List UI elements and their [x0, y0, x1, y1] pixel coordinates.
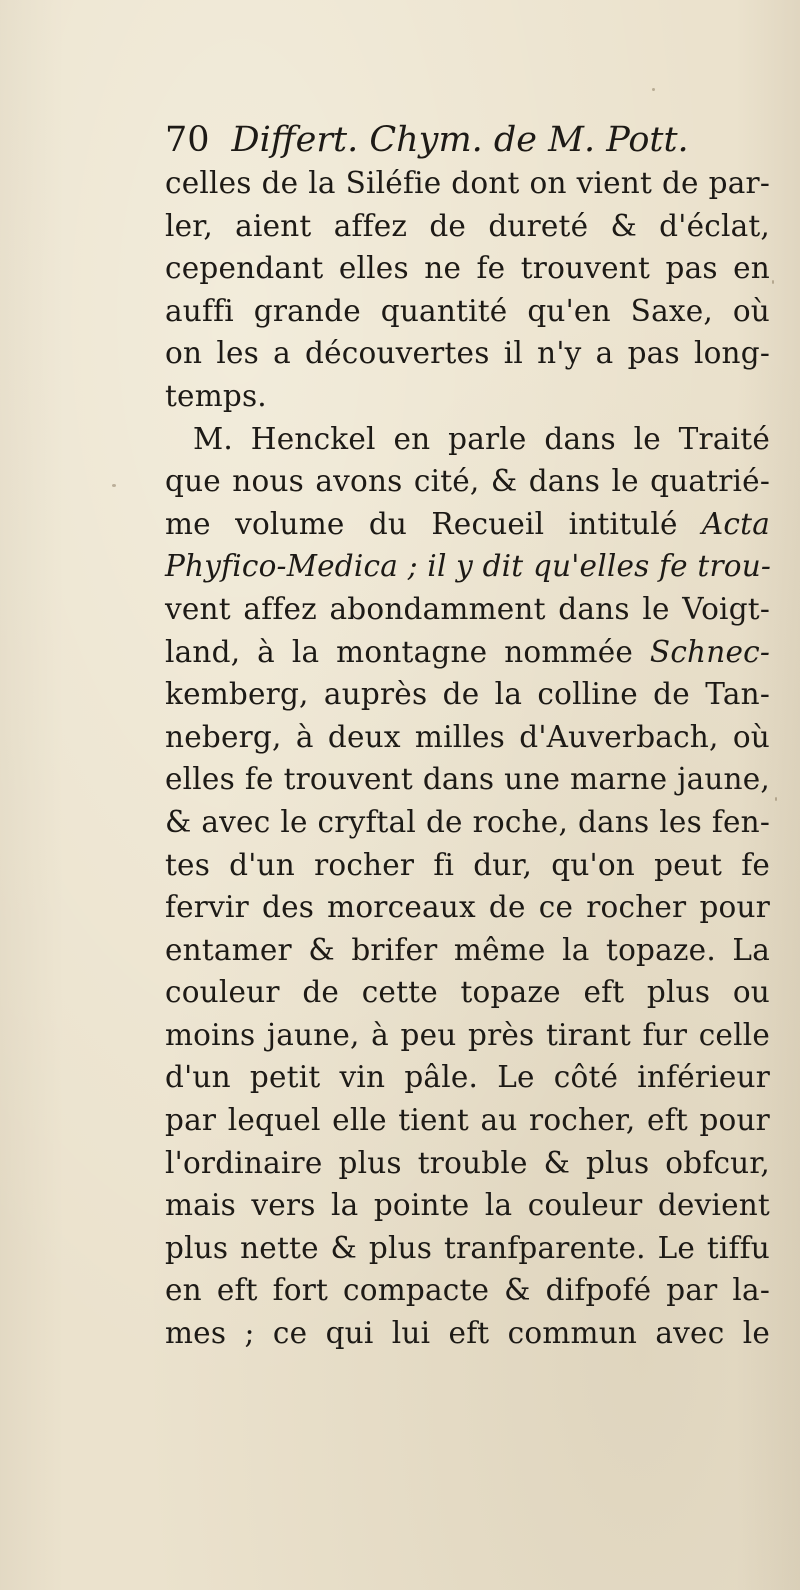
- text-line: temps.: [165, 378, 267, 413]
- italic-placename-schnec: Schnec-: [649, 634, 770, 669]
- text-segment: land, à la montagne nommée: [165, 634, 634, 669]
- text-line: l'ordinaire plus trouble & plus obfcur,: [165, 1145, 770, 1180]
- text-line: [165, 631, 770, 674]
- text-line: vent affez abondamment dans le Voigt-: [165, 591, 770, 626]
- paper-speck: [112, 484, 116, 487]
- text-line: neberg, à deux milles d'Auverbach, où: [165, 719, 770, 754]
- paper-speck: [652, 88, 655, 91]
- text-line: cependant elles ne fe trouvent pas en: [165, 251, 770, 286]
- text-line: [165, 503, 770, 546]
- text-line: ler, aient affez de dureté & d'éclat,: [165, 208, 770, 243]
- text-line: couleur de cette topaze eft plus ou: [165, 975, 770, 1010]
- text-segment: me volume du Recueil intitulé: [165, 506, 678, 541]
- text-line: par lequel elle tient au rocher, eft pour: [165, 1103, 770, 1138]
- text-line: en eft fort compacte & difpofé par la-: [165, 1273, 770, 1308]
- text-line: Phyfico-Medica ; il y dit qu'elles fe trou-: [165, 549, 772, 584]
- text-line: auffi grande quantité qu'en Saxe, où: [165, 293, 770, 328]
- paper-speck: [772, 280, 774, 284]
- page-text: [165, 118, 770, 1355]
- text-line: d'un petit vin pâle. Le côté inférieur: [165, 1060, 770, 1095]
- text-line: mais vers la pointe la couleur devient: [165, 1188, 770, 1223]
- italic-title-acta: Acta: [701, 506, 770, 541]
- text-line: elles fe trouvent dans une marne jaune,: [165, 762, 770, 797]
- text-line: plus nette & plus tranfparente. Le tiffu: [165, 1230, 770, 1265]
- text-line: entamer & brifer même la topaze. La: [165, 932, 770, 967]
- text-line: que nous avons cité, & dans le quatrié-: [165, 464, 770, 499]
- text-line: fervir des morceaux de ce rocher pour: [165, 890, 770, 925]
- page-number: 70: [165, 120, 210, 160]
- running-title: Differt. Chym. de M. Pott.: [231, 120, 689, 160]
- text-line: kemberg, auprès de la colline de Tan-: [165, 677, 770, 712]
- text-line: on les a découvertes il n'y a pas long-: [165, 336, 770, 371]
- text-line: celles de la Siléfie dont on vient de par-: [165, 166, 770, 200]
- running-head: [165, 118, 770, 162]
- paragraph-start-line: M. Henckel en parle dans le Traité: [193, 421, 770, 456]
- text-line: mes ; ce qui lui eft commun avec le: [165, 1316, 770, 1351]
- paper-speck: [775, 797, 777, 801]
- text-line: & avec le cryftal de roche, dans les fen-: [165, 804, 770, 839]
- text-line: tes d'un rocher fi dur, qu'on peut fe: [165, 847, 770, 882]
- text-line: moins jaune, à peu près tirant fur celle: [165, 1017, 770, 1052]
